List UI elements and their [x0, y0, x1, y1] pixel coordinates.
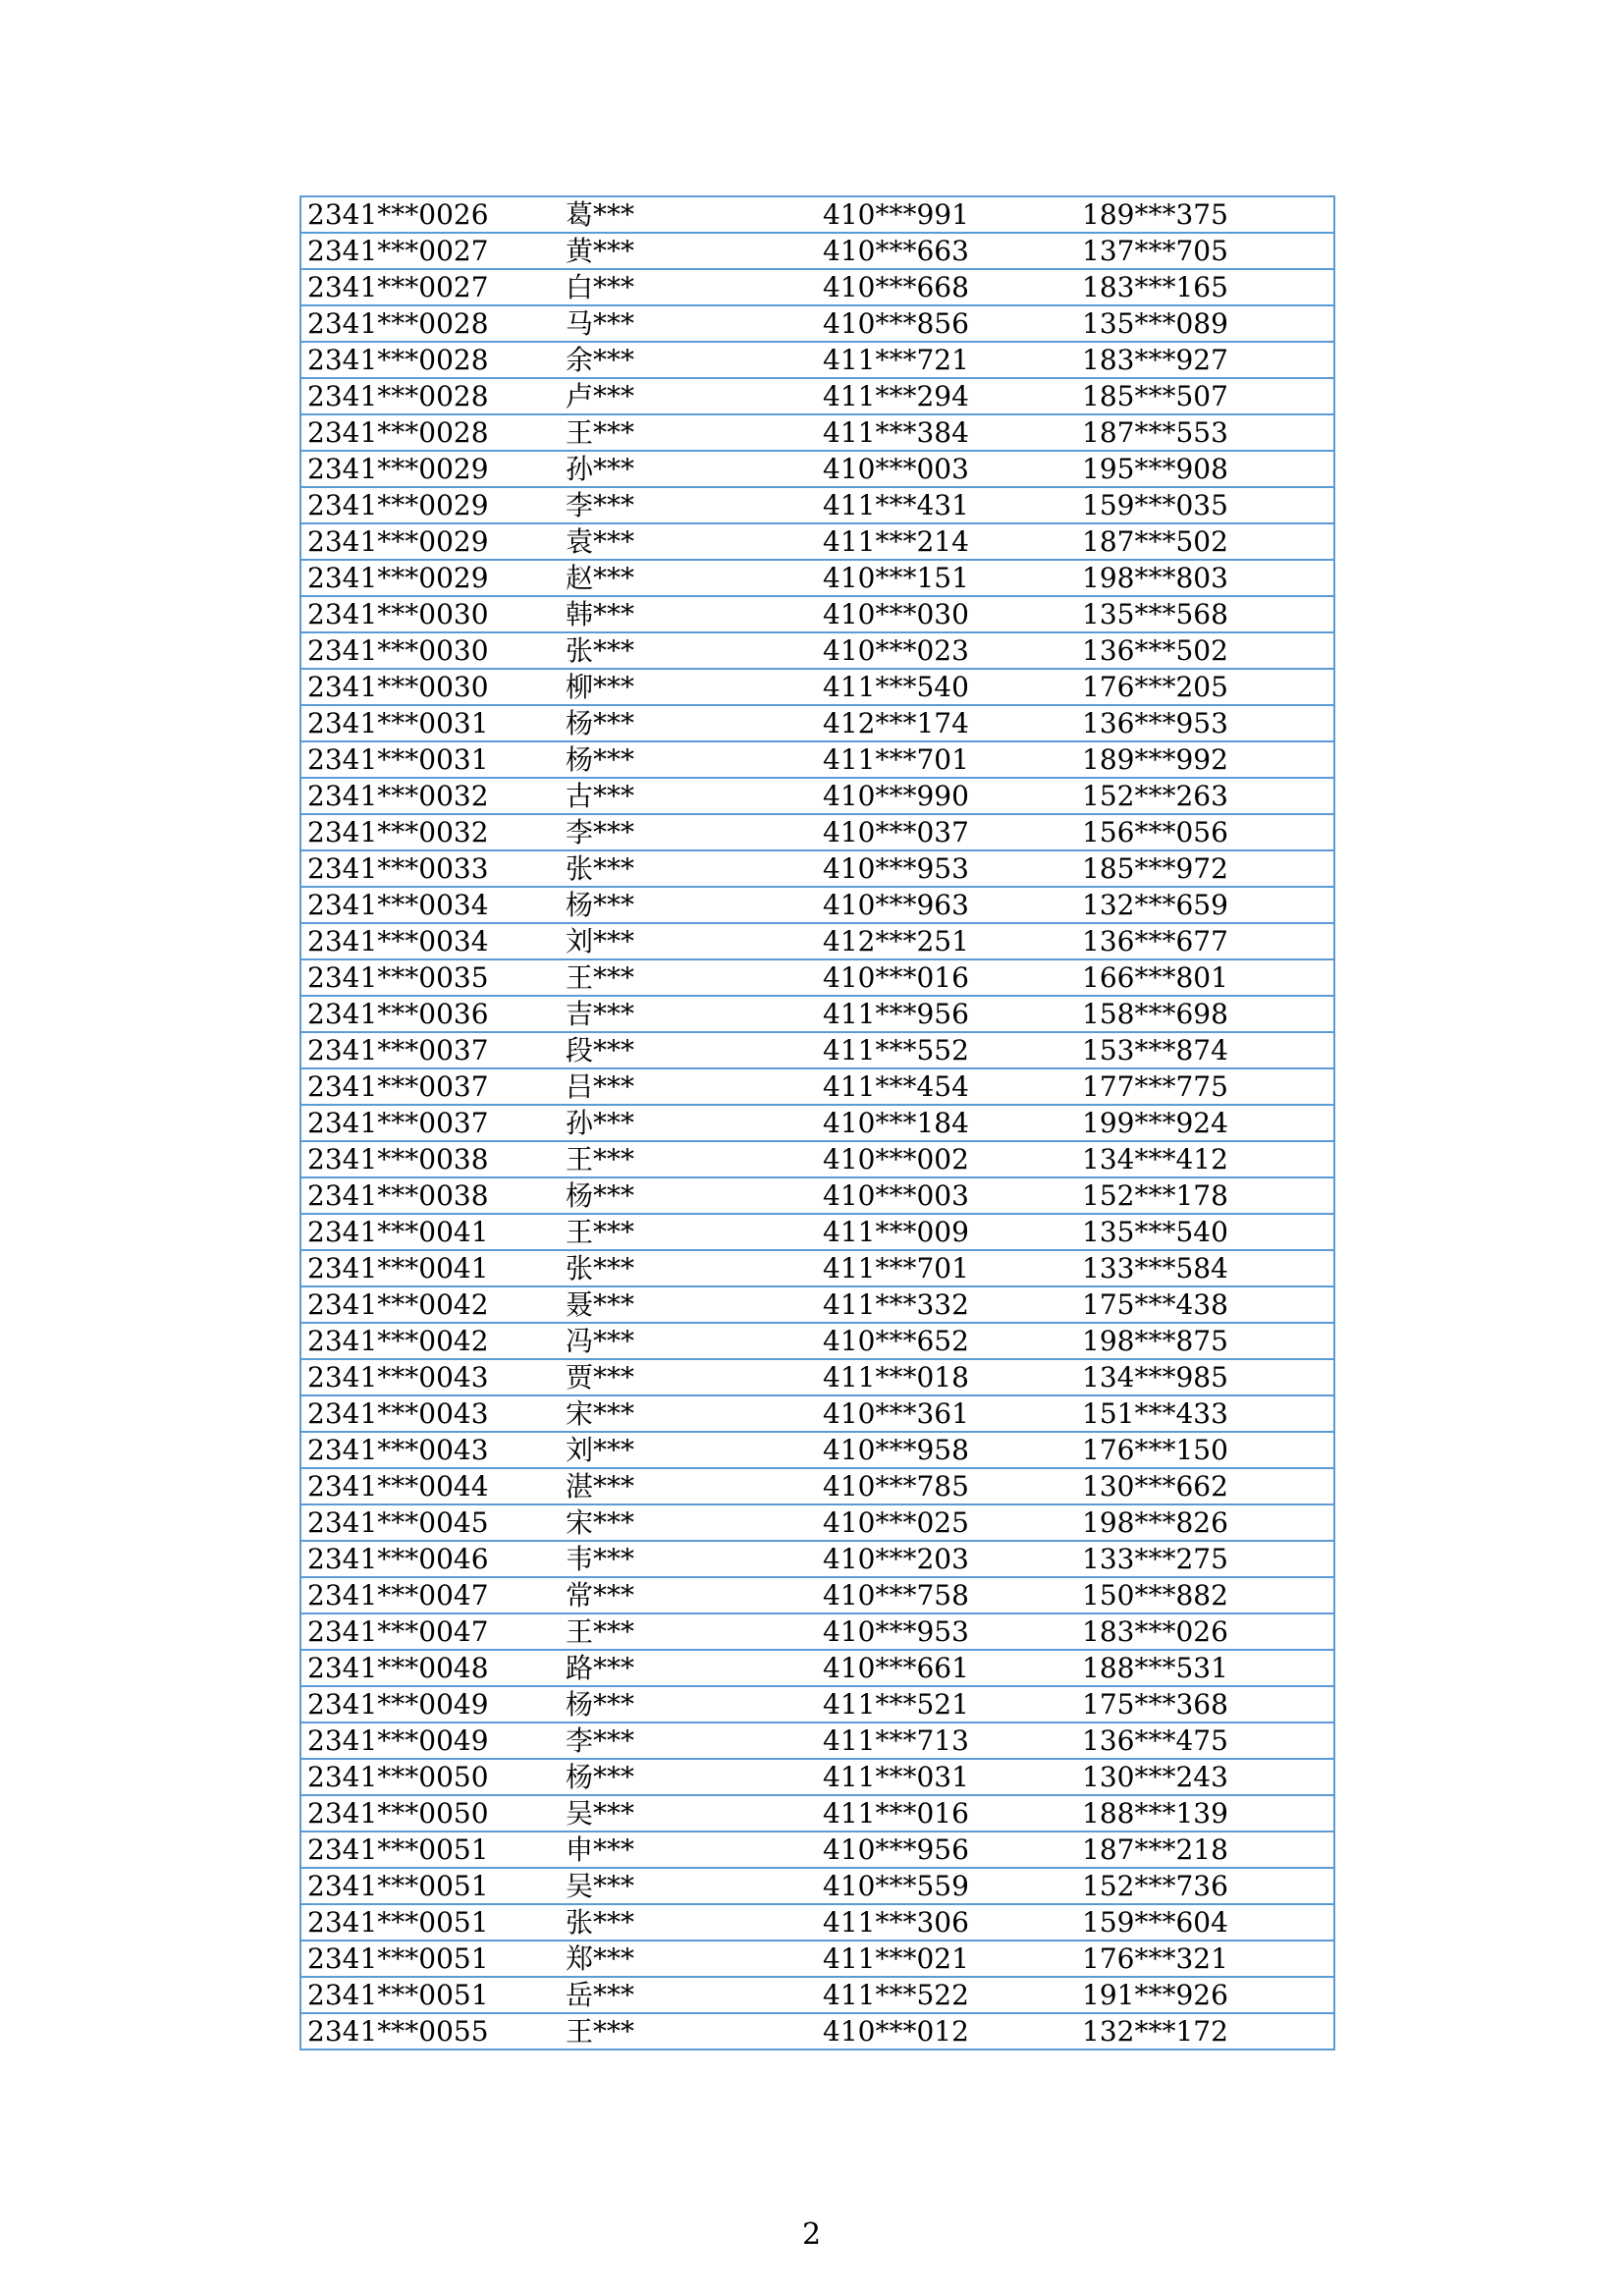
phone-cell: 153***874: [1076, 1032, 1334, 1068]
table-row: [300, 1068, 1334, 1105]
phone-cell: 189***375: [1082, 198, 1228, 231]
name-cell: 张***: [560, 632, 817, 669]
id-number-cell: 410***151: [817, 560, 1076, 596]
table-row: [300, 1941, 1334, 1977]
table-row: [300, 378, 1334, 414]
phone-cell: 151***433: [1076, 1395, 1334, 1432]
phone-cell: 136***502: [1076, 632, 1334, 669]
name-cell: 宋***: [560, 1504, 817, 1541]
phone-cell: 176***321: [1076, 1941, 1334, 1977]
id-number-cell: 410***025: [817, 1504, 1076, 1541]
table-row: [300, 1432, 1334, 1468]
phone-cell: 133***584: [1076, 1250, 1334, 1286]
phone-cell: 152***178: [1076, 1177, 1334, 1214]
table-row: [300, 1577, 1334, 1613]
table-row: [300, 1286, 1334, 1323]
record-id-cell: 2341***0028: [300, 378, 560, 414]
id-number-cell: 410***990: [817, 778, 1076, 814]
name-cell: 刘***: [560, 1432, 817, 1468]
phone-cell: 195***908: [1076, 451, 1334, 487]
table-row: [300, 1468, 1334, 1504]
name-cell: 孙***: [560, 1105, 817, 1141]
table-row: [300, 1323, 1334, 1359]
id-number-cell: 410***002: [817, 1141, 1076, 1177]
record-id-cell: 2341***0028: [300, 414, 560, 451]
record-id-cell: 2341***0055: [300, 2013, 560, 2050]
phone-cell: 132***172: [1076, 2013, 1334, 2050]
phone-cell: 159***035: [1076, 487, 1334, 523]
table-row: [300, 887, 1334, 923]
id-number-cell: 411***306: [817, 1904, 1076, 1941]
name-cell: 王***: [560, 1613, 817, 1650]
id-number-cell: 411***431: [817, 487, 1076, 523]
record-id-cell: 2341***0038: [300, 1177, 560, 1214]
id-number-cell: 410***956: [817, 1831, 1076, 1868]
name-cell: 余***: [560, 342, 817, 378]
phone-cell: 156***056: [1076, 814, 1334, 850]
phone-cell: 136***475: [1076, 1722, 1334, 1759]
table-row: [300, 1868, 1334, 1904]
phone-cell: 188***531: [1076, 1650, 1334, 1686]
record-id-cell: 2341***0051: [300, 1941, 560, 1977]
table-row: [300, 451, 1334, 487]
table-row: [300, 1141, 1334, 1177]
table-row: [300, 814, 1334, 850]
id-number-cell: 410***661: [817, 1650, 1076, 1686]
name-cell: 王***: [560, 1214, 817, 1250]
phone-cell: 159***604: [1076, 1904, 1334, 1941]
phone-cell: 176***150: [1076, 1432, 1334, 1468]
record-id-cell: 2341***0037: [300, 1068, 560, 1105]
name-cell: 古***: [560, 778, 817, 814]
id-number-cell: 410***953: [817, 1613, 1076, 1650]
id-number-cell: 411***384: [817, 414, 1076, 451]
phone-cell: 198***826: [1076, 1504, 1334, 1541]
id-number-cell: 410***003: [817, 451, 1076, 487]
record-id-cell: 2341***0042: [300, 1286, 560, 1323]
table-row: [300, 996, 1334, 1032]
table-row: [300, 1686, 1334, 1722]
table-row: [300, 560, 1334, 596]
table-row: [300, 487, 1334, 523]
record-id-cell: 2341***0043: [300, 1395, 560, 1432]
table-row: [300, 1613, 1334, 1650]
table-row: [300, 196, 1334, 233]
record-id-cell: 2341***0046: [300, 1541, 560, 1577]
table-row: [300, 1032, 1334, 1068]
record-id-cell: 2341***0028: [300, 342, 560, 378]
phone-cell: 198***875: [1076, 1323, 1334, 1359]
id-number-cell: 411***521: [817, 1686, 1076, 1722]
name-cell: 杨***: [560, 741, 817, 778]
phone-cell: 189***992: [1076, 741, 1334, 778]
page-number: 2: [801, 2217, 822, 2252]
id-number-cell: 411***522: [817, 1977, 1076, 2013]
phone-cell: 187***218: [1076, 1831, 1334, 1868]
phone-cell: 199***924: [1076, 1105, 1334, 1141]
name-cell: 冯***: [560, 1323, 817, 1359]
phone-cell: 135***089: [1076, 305, 1334, 342]
phone-cell: 183***927: [1076, 342, 1334, 378]
id-number-cell: 411***552: [817, 1032, 1076, 1068]
phone-cell: 136***953: [1076, 705, 1334, 741]
id-number-cell: 410***758: [817, 1577, 1076, 1613]
name-cell: 杨***: [560, 887, 817, 923]
id-number-cell: 410***003: [817, 1177, 1076, 1214]
phone-cell: 158***698: [1076, 996, 1334, 1032]
name-cell: 柳***: [560, 669, 817, 705]
record-id-cell: 2341***0041: [300, 1250, 560, 1286]
phone-cell: 177***775: [1076, 1068, 1334, 1105]
id-number-cell: 411***021: [817, 1941, 1076, 1977]
name-cell: 张***: [560, 1904, 817, 1941]
table-row: [300, 1722, 1334, 1759]
id-number-cell: 411***294: [817, 378, 1076, 414]
name-cell: 韦***: [560, 1541, 817, 1577]
name-cell: 韩***: [560, 596, 817, 632]
table-row: [300, 1250, 1334, 1286]
record-id-cell: 2341***0032: [300, 778, 560, 814]
name-cell: 马***: [560, 305, 817, 342]
record-id-cell: 2341***0033: [300, 850, 560, 887]
phone-cell: 130***662: [1076, 1468, 1334, 1504]
name-cell: 吴***: [560, 1868, 817, 1904]
table-row: [300, 414, 1334, 451]
phone-cell: 188***139: [1076, 1795, 1334, 1831]
id-number-cell: 410***559: [817, 1868, 1076, 1904]
record-id-cell: 2341***0037: [300, 1032, 560, 1068]
record-id-cell: 2341***0031: [300, 705, 560, 741]
name-cell: 卢***: [560, 378, 817, 414]
record-id-cell: 2341***0047: [300, 1577, 560, 1613]
name-cell: 王***: [560, 2013, 817, 2050]
table-row: [300, 632, 1334, 669]
phone-cell: 183***026: [1076, 1613, 1334, 1650]
table-row: [300, 269, 1334, 305]
name-cell: 李***: [560, 487, 817, 523]
phone-cell: 176***205: [1076, 669, 1334, 705]
id-number-cell: 411***721: [817, 342, 1076, 378]
record-id-cell: 2341***0030: [300, 596, 560, 632]
table-row: [300, 1359, 1334, 1395]
record-id-cell: 2341***0042: [300, 1323, 560, 1359]
phone-cell: 134***412: [1076, 1141, 1334, 1177]
table-row: [300, 923, 1334, 959]
name-cell: 张***: [560, 850, 817, 887]
name-cell: 黄***: [560, 233, 817, 269]
phone-cell: 152***263: [1076, 778, 1334, 814]
name-cell: 王***: [560, 1141, 817, 1177]
phone-cell: 135***568: [1076, 596, 1334, 632]
name-cell: 张***: [560, 1250, 817, 1286]
id-number-cell: 410***663: [817, 233, 1076, 269]
table-row: [300, 1650, 1334, 1686]
table-row: [300, 1105, 1334, 1141]
record-id-cell: 2341***0049: [300, 1686, 560, 1722]
name-cell: 杨***: [560, 1177, 817, 1214]
name-cell: 袁***: [560, 523, 817, 560]
record-id-cell: 2341***0051: [300, 1977, 560, 2013]
phone-cell: 137***705: [1076, 233, 1334, 269]
table-row: [300, 778, 1334, 814]
table-row: [300, 1177, 1334, 1214]
name-cell: 常***: [560, 1577, 817, 1613]
table-row: [300, 2013, 1334, 2050]
name-cell: 湛***: [560, 1468, 817, 1504]
record-id-cell: 2341***0045: [300, 1504, 560, 1541]
name-cell: 孙***: [560, 451, 817, 487]
id-number-cell: 410***652: [817, 1323, 1076, 1359]
id-number-cell: 410***023: [817, 632, 1076, 669]
record-id-cell: 2341***0028: [300, 305, 560, 342]
id-number-cell: 410***203: [817, 1541, 1076, 1577]
id-number-cell: 411***018: [817, 1359, 1076, 1395]
phone-cell: 175***368: [1076, 1686, 1334, 1722]
id-number-cell: 410***037: [817, 814, 1076, 850]
table-row: [300, 959, 1334, 996]
name-cell: 吕***: [560, 1068, 817, 1105]
table-row: [300, 1504, 1334, 1541]
phone-cell: 132***659: [1076, 887, 1334, 923]
record-id-cell: 2341***0036: [300, 996, 560, 1032]
name-cell: 杨***: [560, 1759, 817, 1795]
id-number-cell: 411***701: [817, 741, 1076, 778]
table-row: [300, 233, 1334, 269]
table-row: [300, 1759, 1334, 1795]
record-id-cell: 2341***0050: [300, 1795, 560, 1831]
id-number-cell: 410***184: [817, 1105, 1076, 1141]
table-row: [300, 850, 1334, 887]
id-number-cell: 411***009: [817, 1214, 1076, 1250]
phone-cell: 185***972: [1076, 850, 1334, 887]
phone-cell: 191***926: [1076, 1977, 1334, 2013]
id-number-cell: 411***214: [817, 523, 1076, 560]
name-cell: 刘***: [560, 923, 817, 959]
record-id-cell: 2341***0035: [300, 959, 560, 996]
record-id-cell: 2341***0043: [300, 1432, 560, 1468]
id-number-cell: 411***016: [817, 1795, 1076, 1831]
id-number-cell: 411***701: [817, 1250, 1076, 1286]
id-number-cell: 411***713: [817, 1722, 1076, 1759]
id-number-cell: 410***012: [817, 2013, 1076, 2050]
table-row: [300, 741, 1334, 778]
table-row: [300, 342, 1334, 378]
table-row: [300, 705, 1334, 741]
table-row: [300, 1831, 1334, 1868]
table-row: [300, 1395, 1334, 1432]
record-id-cell: 2341***0027: [300, 269, 560, 305]
name-cell: 申***: [560, 1831, 817, 1868]
name-cell: 路***: [560, 1650, 817, 1686]
record-id-cell: 2341***0043: [300, 1359, 560, 1395]
phone-cell: 150***882: [1076, 1577, 1334, 1613]
name-cell: 李***: [560, 1722, 817, 1759]
phone-cell: 166***801: [1076, 959, 1334, 996]
phone-cell: 133***275: [1076, 1541, 1334, 1577]
record-id-cell: 2341***0029: [300, 451, 560, 487]
record-id-cell: 2341***0041: [300, 1214, 560, 1250]
record-id-cell: 2341***0029: [300, 560, 560, 596]
record-id-cell: 2341***0030: [300, 632, 560, 669]
record-id-cell: 2341***0038: [300, 1141, 560, 1177]
id-number-cell: 411***454: [817, 1068, 1076, 1105]
record-id-cell: 2341***0051: [300, 1831, 560, 1868]
name-cell: 王***: [560, 414, 817, 451]
phone-cell: 135***540: [1076, 1214, 1334, 1250]
record-id-cell: 2341***0032: [300, 814, 560, 850]
id-number-cell: 411***956: [817, 996, 1076, 1032]
name-cell: 聂***: [560, 1286, 817, 1323]
name-cell: 段***: [560, 1032, 817, 1068]
id-number-cell: 410***668: [817, 269, 1076, 305]
table-row: [300, 523, 1334, 560]
name-cell: 王***: [560, 959, 817, 996]
name-cell: 吴***: [560, 1795, 817, 1831]
name-cell: 贾***: [560, 1359, 817, 1395]
id-number-cell: 411***332: [817, 1286, 1076, 1323]
id-number-cell: 410***953: [817, 850, 1076, 887]
phone-cell: 152***736: [1076, 1868, 1334, 1904]
id-number-cell: 410***856: [817, 305, 1076, 342]
table-row: [300, 1904, 1334, 1941]
id-number-cell: 410***361: [817, 1395, 1076, 1432]
id-number-cell: 410***030: [817, 596, 1076, 632]
record-id-cell: 2341***0049: [300, 1722, 560, 1759]
name-cell: 岳***: [560, 1977, 817, 2013]
table-row: [300, 1541, 1334, 1577]
record-id-cell: 2341***0027: [300, 233, 560, 269]
phone-cell: 185***507: [1076, 378, 1334, 414]
record-id-cell: 2341***0051: [300, 1868, 560, 1904]
phone-cell: 187***502: [1076, 523, 1334, 560]
record-id-cell: 2341***0034: [300, 923, 560, 959]
table-row: [300, 1795, 1334, 1831]
record-id-cell: 2341***0029: [300, 523, 560, 560]
record-id-cell: 2341***0044: [300, 1468, 560, 1504]
record-id-cell: 2341***0047: [300, 1613, 560, 1650]
name-cell: 杨***: [560, 1686, 817, 1722]
id-number-cell: 412***174: [817, 705, 1076, 741]
table-row: [300, 1977, 1334, 2013]
id-number-cell: 410***785: [817, 1468, 1076, 1504]
record-table-body: [300, 196, 1334, 2050]
table-row: [300, 1214, 1334, 1250]
record-id-cell: 2341***0031: [300, 741, 560, 778]
name-cell: 赵***: [560, 560, 817, 596]
id-number-cell: 410***963: [817, 887, 1076, 923]
name-cell: 宋***: [560, 1395, 817, 1432]
table-row: [300, 305, 1334, 342]
record-table: [299, 195, 1335, 2050]
table-row: [300, 669, 1334, 705]
phone-cell: 130***243: [1076, 1759, 1334, 1795]
phone-cell: 136***677: [1076, 923, 1334, 959]
id-number-cell: 410***958: [817, 1432, 1076, 1468]
name-cell: 杨***: [560, 705, 817, 741]
record-id-cell: 2341***0034: [300, 887, 560, 923]
id-number-cell: 411***540: [817, 669, 1076, 705]
phone-cell: 175***438: [1076, 1286, 1334, 1323]
record-id-cell: 2341***0029: [300, 487, 560, 523]
record-id-cell: 2341***0030: [300, 669, 560, 705]
id-number-cell: 410***016: [817, 959, 1076, 996]
record-id-cell: 2341***0037: [300, 1105, 560, 1141]
id-number-cell: 412***251: [817, 923, 1076, 959]
table-row: [300, 596, 1334, 632]
id-number-cell: 410***991: [823, 198, 969, 231]
phone-cell: 134***985: [1076, 1359, 1334, 1395]
record-id-cell: 2341***0048: [300, 1650, 560, 1686]
phone-cell: 183***165: [1076, 269, 1334, 305]
name-cell: 白***: [560, 269, 817, 305]
name-cell: 李***: [560, 814, 817, 850]
phone-cell: 198***803: [1076, 560, 1334, 596]
phone-cell: 187***553: [1076, 414, 1334, 451]
name-cell: 葛***: [566, 198, 635, 231]
name-cell: 郑***: [560, 1941, 817, 1977]
name-cell: 吉***: [560, 996, 817, 1032]
record-id-cell: 2341***0026: [307, 198, 489, 231]
id-number-cell: 411***031: [817, 1759, 1076, 1795]
record-id-cell: 2341***0051: [300, 1904, 560, 1941]
record-id-cell: 2341***0050: [300, 1759, 560, 1795]
